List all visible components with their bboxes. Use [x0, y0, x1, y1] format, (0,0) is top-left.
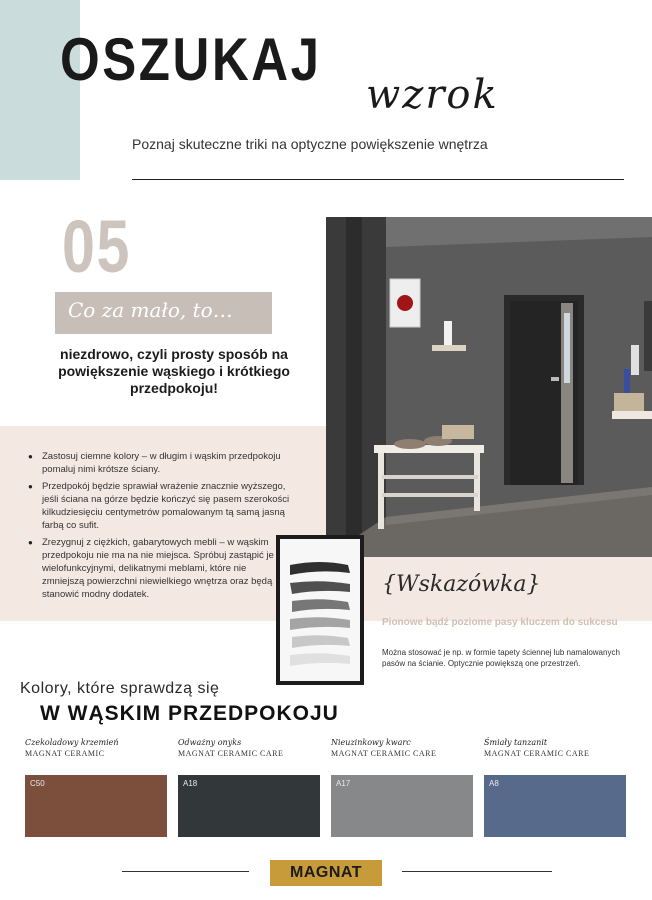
page-subtitle: Poznaj skuteczne triki na optyczne powiększenie wnętrza [132, 136, 488, 152]
section-number: 05 [62, 205, 132, 288]
bullet-item: ● Zastosuj ciemne kolory – w długim i wąskim przedpokoju pomaluj nimi krótsze ściany. [28, 450, 290, 476]
color-name: Odważny onyks [178, 738, 242, 747]
color-swatch [178, 775, 320, 837]
bullet-item: ● Zrezygnuj z ciężkich, gabarytowych mebli – w wąskim przedpokoju nie ma na nie miejsca. Spróbuj zastąpić je wielofunkcyjnymi, delikatnymi meblami, które nie zmniejszą powierzchni niewielkiego wnętrza oraz będą stanowić modny dodatek. [28, 536, 290, 601]
footer-divider-left [122, 871, 249, 872]
colors-heading: W WĄSKIM PRZEDPOKOJU [40, 702, 339, 725]
tip-body: Można stosować je np. w formie tapety ściennej lub namalowanych pasów na ścianie. Optycznie powiększą one przestrzeń. [382, 648, 620, 668]
color-name: Śmiały tanzanit [484, 738, 548, 747]
tip-subtitle: Pionowe bądź poziome pasy kluczem do sukcesu [382, 617, 618, 628]
footer-divider-right [402, 871, 552, 872]
color-brand: MAGNAT CERAMIC CARE [178, 749, 284, 758]
color-code: A8 [489, 779, 499, 788]
tips-bullet-list [28, 450, 290, 605]
color-brand: MAGNAT CERAMIC CARE [331, 749, 437, 758]
color-swatch [25, 775, 167, 837]
color-brand: MAGNAT CERAMIC [25, 749, 105, 758]
color-item-a18 [178, 738, 320, 837]
section-tag: Co za mało, to… [68, 298, 233, 322]
colors-intro: Kolory, które sprawdzą się [20, 680, 220, 697]
tip-title: {Wskazówka} [382, 572, 541, 597]
bullet-item: ● Przedpokój będzie sprawiał wrażenie znacznie wyższego, jeśli ściana na górze będzie kończyć się pasem szerokości kilkudziesięciu centymetrów pomalowanym tą samą jasną farbą co sufit. [28, 480, 290, 532]
color-swatch [484, 775, 626, 837]
color-name: Nieuzinkowy kwarc [331, 738, 411, 747]
color-item-c50 [25, 738, 167, 837]
color-brand: MAGNAT CERAMIC CARE [484, 749, 590, 758]
color-code: C50 [30, 779, 45, 788]
page-title-script: wzrok [366, 72, 499, 118]
header-divider [132, 179, 624, 180]
color-swatch [331, 775, 473, 837]
color-item-a8 [484, 738, 626, 837]
magnat-logo: MAGNAT [270, 860, 382, 886]
color-name: Czekoladowy krzemień [25, 738, 119, 747]
color-code: A17 [336, 779, 351, 788]
page-title: OSZUKAJ [60, 26, 322, 93]
hallway-photo [326, 217, 652, 557]
section-lead: niezdrowo, czyli prosty sposób na powiększenie wąskiego i krótkiego przedpokoju! [58, 346, 290, 396]
color-code: A18 [183, 779, 198, 788]
color-item-a17 [331, 738, 473, 837]
paint-stripes-card [276, 535, 364, 685]
